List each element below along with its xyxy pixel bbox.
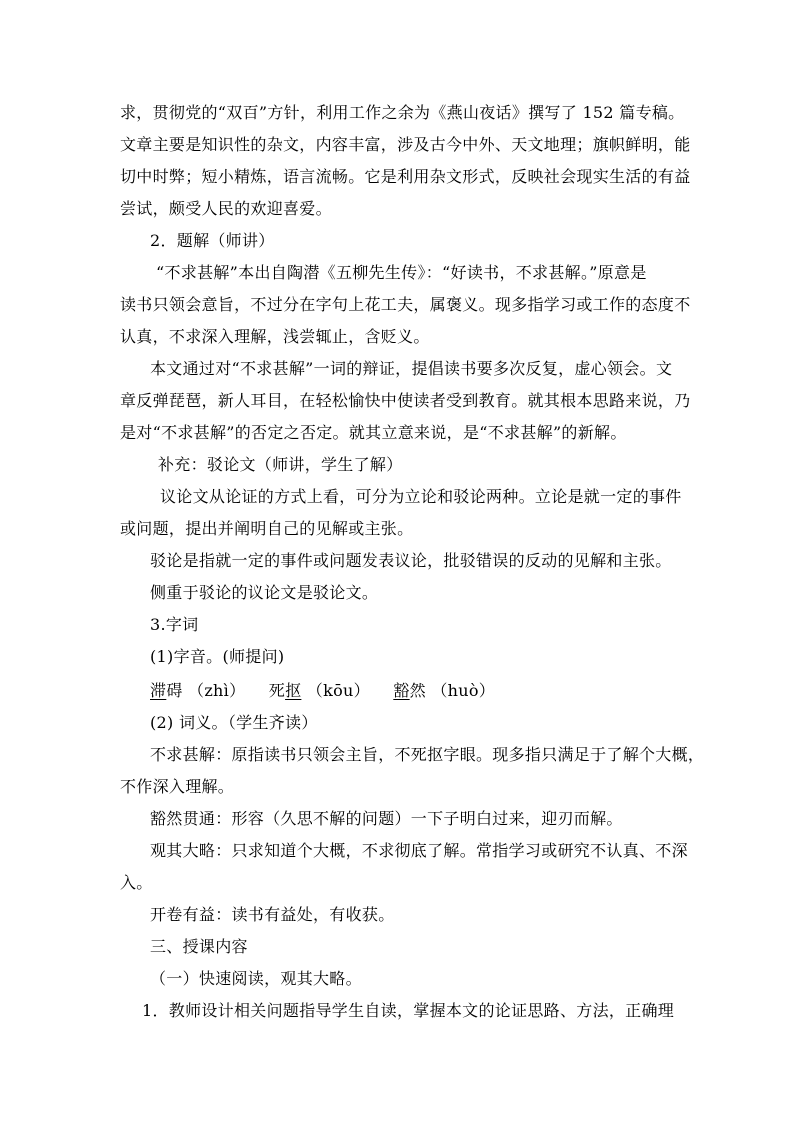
pinyin-item: 豁然 （huò）: [393, 681, 496, 700]
definition-line: 观其大略：只求知道个大概，不求彻底了解。常指学习或研究不认真、不深: [150, 841, 688, 860]
paragraph-line: 章反弹琵琶，新人耳目，在轻松愉快中使读者受到教育。就其根本思路来说，乃: [120, 391, 691, 410]
paragraph-line: 尝试，颇受人民的欢迎喜爱。: [120, 199, 332, 218]
definition-line: 不求甚解：原指读书只领会主旨，不死抠字眼。现多指只满足于了解个大概，: [150, 745, 705, 764]
definition-line: 不作深入理解。: [120, 777, 235, 796]
paragraph-line: 议论文从论证的方式上看，可分为立论和驳论两种。立论是就一定的事件: [160, 487, 682, 506]
definition-line: 豁然贯通：形容（久思不解的问题）一下子明白过来，迎刃而解。: [150, 809, 623, 828]
definition-line: 开卷有益：读书有益处，有收获。: [150, 905, 395, 924]
paragraph-line: 切中时弊；短小精炼，语言流畅。它是利用杂文形式，反映社会现实生活的有益: [120, 167, 691, 186]
paragraph-line: 或问题，提出并阐明自己的见解或主张。: [120, 519, 414, 538]
paragraph-line: 认真，不求深入理解，浅尝辄止，含贬义。: [120, 327, 430, 346]
pinyin-item: 死抠 （kōu）: [268, 681, 370, 700]
definition-line: 入。: [120, 873, 153, 892]
paragraph-line: 读书只领会意旨，不过分在字句上花工夫，属褒义。现多指学习或工作的态度不: [120, 295, 691, 314]
sub-heading: (1)字音。(师提问): [150, 647, 285, 666]
sub-heading: (2) 词义。（学生齐读）: [150, 713, 318, 732]
supplement-heading: 补充：驳论文（师讲，学生了解）: [158, 455, 403, 474]
pinyin-item: 滞碍 （zhì）: [150, 681, 246, 700]
section-heading: 2．题解（师讲）: [150, 231, 275, 250]
paragraph-line: 求，贯彻党的“双百”方针，利用工作之余为《燕山夜话》撰写了 152 篇专稿。: [120, 103, 685, 122]
paragraph-line: “不求甚解”本出自陶潜《五柳先生传》：“好读书，不求甚解。”原意是: [156, 263, 647, 282]
section-heading: 三、授课内容: [150, 937, 248, 956]
paragraph-line: 本文通过对“不求甚解”一词的辩证，提倡读书要多次反复，虚心领会。文: [150, 359, 673, 378]
paragraph-line: 文章主要是知识性的杂文，内容丰富，涉及古今中外、天文地理；旗帜鲜明，能: [120, 135, 691, 154]
pinyin-row: [150, 681, 495, 701]
paragraph-line: 侧重于驳论的议论文是驳论文。: [150, 583, 379, 602]
paragraph-line: 1．教师设计相关问题指导学生自读，掌握本文的论证思路、方法，正确理: [142, 1001, 675, 1020]
paragraph-line: 驳论是指就一定的事件或问题发表议论，批驳错误的反动的见解和主张。: [150, 551, 672, 570]
section-heading: 3.字词: [150, 615, 199, 634]
paragraph-line: 是对“不求甚解”的否定之否定。就其立意来说，是“不求甚解”的新解。: [120, 423, 627, 442]
sub-heading: （一）快速阅读，观其大略。: [150, 969, 362, 988]
